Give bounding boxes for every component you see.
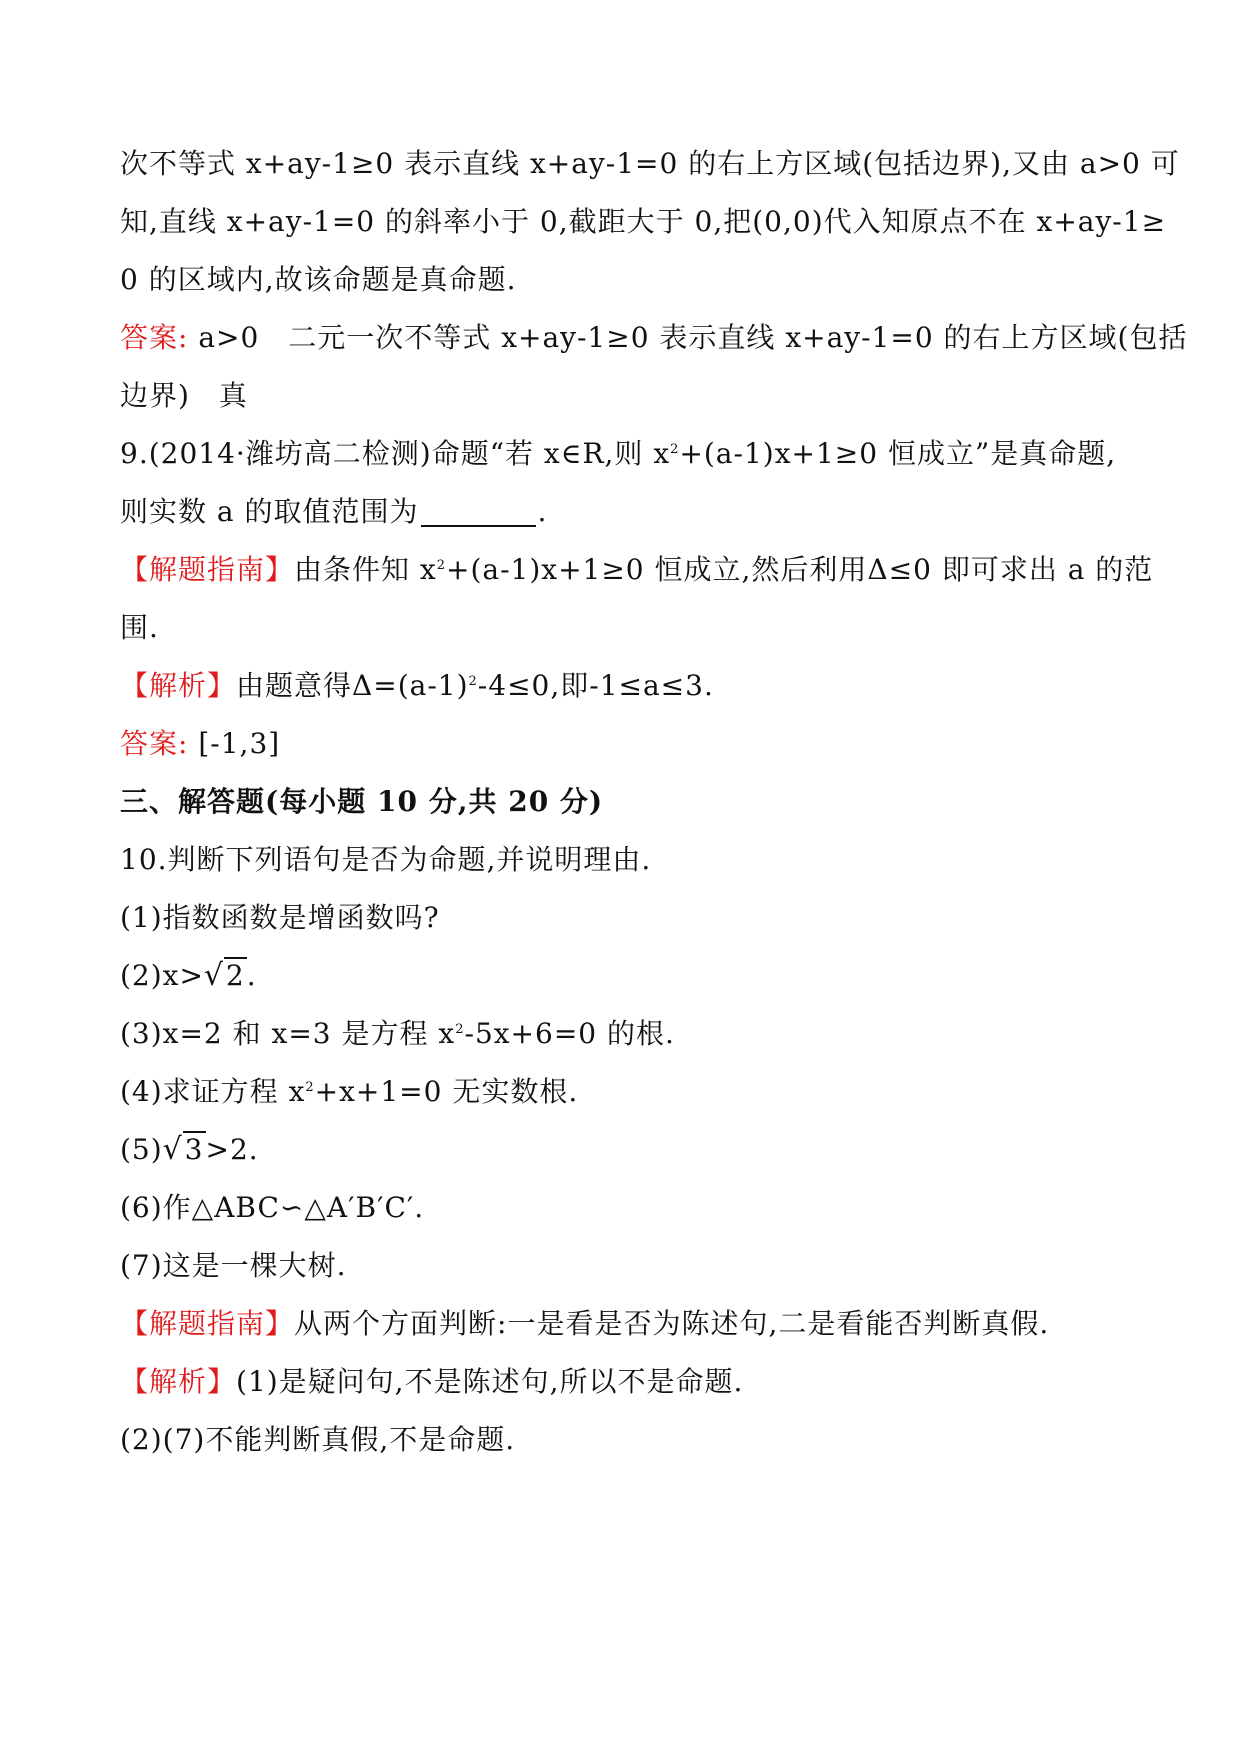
answer-line: 答案: [-1,3] [120, 727, 281, 760]
sqrt-expression: √ 3 [162, 1132, 204, 1167]
guide-label: 【解题指南】 [120, 1307, 295, 1340]
analysis-label: 【解析】 [120, 669, 237, 702]
answer-line: 答案: a>0 二元一次不等式 x+ay-1≥0 表示直线 x+ay-1=0 的右上方区域(包括 [120, 321, 1188, 354]
sqrt-expression: √ 2 [203, 958, 245, 993]
section-heading: 三、解答题(每小题 10 分,共 20 分) [120, 785, 604, 818]
list-item: (2)x> √ 2. [120, 956, 257, 996]
analysis-label: 【解析】 [120, 1365, 237, 1398]
list-item: (4)求证方程 $x^2+x+1=0$ 无实数根. [120, 1075, 579, 1108]
guide-label: 【解题指南】 [120, 553, 295, 586]
guide-line: 【解题指南】由条件知 $x^2+(a-1)x+1\ge 0$ 恒成立,然后利用Δ≤0 即可求出 a 的范 [120, 553, 1154, 586]
list-item: (7)这是一棵大树. [120, 1249, 347, 1282]
list-item: (1)指数函数是增函数吗? [120, 901, 440, 934]
text-line: (2)(7)不能判断真假,不是命题. [120, 1423, 516, 1456]
text-line: 次不等式 x+ay-1≥0 表示直线 x+ay-1=0 的右上方区域(包括边界),又由 a>0 可 [120, 147, 1180, 180]
text-line: 边界) 真 [120, 379, 248, 412]
answer-blank [421, 497, 536, 527]
answer-label: 答案: [120, 321, 189, 354]
question-9: 9.(2014·潍坊高二检测)命题“若 x∈R,则 $x^2+(a-1)x+1\ge 0$ 恒成立”是真命题, [120, 437, 1117, 470]
analysis-line: 【解析】由题意得$\Delta=(a-1)^2-4\le 0$,即-1≤a≤3. [120, 669, 714, 702]
list-item: (3)x=2 和 x=3 是方程 $x^2-5x+6=0$ 的根. [120, 1017, 675, 1050]
text-line: 围. [120, 611, 159, 644]
guide-line: 【解题指南】从两个方面判断:一是看是否为陈述句,二是看能否判断真假. [120, 1307, 1050, 1340]
text-line: 知,直线 x+ay-1=0 的斜率小于 0,截距大于 0,把(0,0)代入知原点不在 x+ay-1≥ [120, 205, 1167, 238]
question-10: 10.判断下列语句是否为命题,并说明理由. [120, 843, 652, 876]
analysis-line: 【解析】(1)是疑问句,不是陈述句,所以不是命题. [120, 1365, 744, 1398]
answer-label: 答案: [120, 727, 189, 760]
text-line: 0 的区域内,故该命题是真命题. [120, 263, 517, 296]
list-item: (6)作△ABC∽△A′B′C′. [120, 1191, 425, 1224]
text-line: 则实数 a 的取值范围为 . [120, 495, 548, 528]
list-item: (5) √ 3>2. [120, 1130, 259, 1170]
